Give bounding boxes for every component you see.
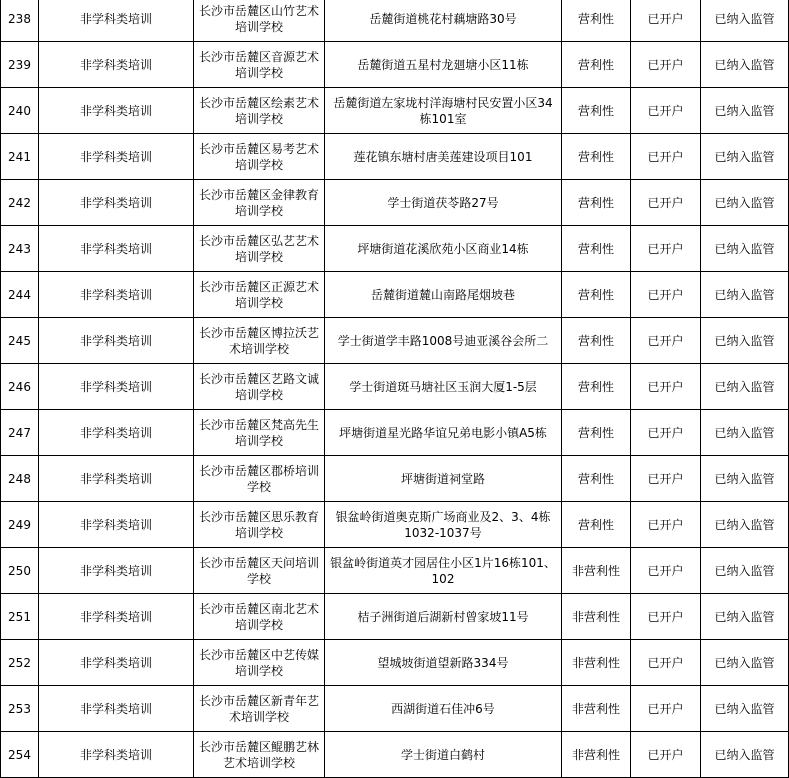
supervision-status-cell: 已纳入监管 — [701, 42, 789, 88]
row-number: 254 — [1, 732, 39, 778]
table-row — [1, 0, 789, 42]
address-cell: 莲花镇东塘村唐美莲建设项目101 — [325, 134, 562, 180]
account-status-cell: 已开户 — [631, 548, 701, 594]
account-status-cell: 已开户 — [631, 134, 701, 180]
supervision-status-cell: 已纳入监管 — [701, 364, 789, 410]
category-cell: 非学科类培训 — [39, 180, 194, 226]
account-status-cell: 已开户 — [631, 318, 701, 364]
address-cell: 西湖街道石佳冲6号 — [325, 686, 562, 732]
account-status-cell: 已开户 — [631, 180, 701, 226]
address-cell: 学士街道白鹤村 — [325, 732, 562, 778]
school-name-cell: 长沙市岳麓区南北艺术培训学校 — [194, 594, 325, 640]
table-row — [1, 226, 789, 272]
address-cell: 桔子洲街道后湖新村曾家坡11号 — [325, 594, 562, 640]
nature-cell: 非营利性 — [562, 548, 631, 594]
account-status-cell: 已开户 — [631, 226, 701, 272]
account-status-cell: 已开户 — [631, 88, 701, 134]
nature-cell: 非营利性 — [562, 686, 631, 732]
account-status-cell: 已开户 — [631, 686, 701, 732]
nature-cell: 营利性 — [562, 318, 631, 364]
category-cell: 非学科类培训 — [39, 272, 194, 318]
nature-cell: 营利性 — [562, 226, 631, 272]
supervision-status-cell: 已纳入监管 — [701, 456, 789, 502]
supervision-status-cell: 已纳入监管 — [701, 0, 789, 42]
category-cell: 非学科类培训 — [39, 42, 194, 88]
supervision-status-cell: 已纳入监管 — [701, 410, 789, 456]
address-cell: 岳麓街道五星村龙廻塘小区11栋 — [325, 42, 562, 88]
supervision-status-cell: 已纳入监管 — [701, 134, 789, 180]
account-status-cell: 已开户 — [631, 0, 701, 42]
supervision-status-cell: 已纳入监管 — [701, 502, 789, 548]
school-name-cell: 长沙市岳麓区正源艺术培训学校 — [194, 272, 325, 318]
nature-cell: 非营利性 — [562, 640, 631, 686]
account-status-cell: 已开户 — [631, 410, 701, 456]
supervision-status-cell: 已纳入监管 — [701, 88, 789, 134]
row-number: 243 — [1, 226, 39, 272]
address-cell: 银盆岭街道英才园居住小区1片16栋101、102 — [325, 548, 562, 594]
row-number: 249 — [1, 502, 39, 548]
table-row — [1, 42, 789, 88]
nature-cell: 营利性 — [562, 456, 631, 502]
school-name-cell: 长沙市岳麓区郡桥培训学校 — [194, 456, 325, 502]
nature-cell: 营利性 — [562, 42, 631, 88]
nature-cell: 营利性 — [562, 272, 631, 318]
category-cell: 非学科类培训 — [39, 318, 194, 364]
table-row — [1, 272, 789, 318]
category-cell: 非学科类培训 — [39, 502, 194, 548]
table-row — [1, 640, 789, 686]
supervision-status-cell: 已纳入监管 — [701, 548, 789, 594]
table-row — [1, 456, 789, 502]
row-number: 248 — [1, 456, 39, 502]
address-cell: 岳麓街道左家垅村洋海塘村民安置小区34栋101室 — [325, 88, 562, 134]
row-number: 245 — [1, 318, 39, 364]
school-name-cell: 长沙市岳麓区中艺传媒培训学校 — [194, 640, 325, 686]
category-cell: 非学科类培训 — [39, 364, 194, 410]
category-cell: 非学科类培训 — [39, 686, 194, 732]
supervision-status-cell: 已纳入监管 — [701, 594, 789, 640]
category-cell: 非学科类培训 — [39, 0, 194, 42]
row-number: 250 — [1, 548, 39, 594]
school-name-cell: 长沙市岳麓区梵高先生培训学校 — [194, 410, 325, 456]
school-name-cell: 长沙市岳麓区艺路文诚培训学校 — [194, 364, 325, 410]
supervision-status-cell: 已纳入监管 — [701, 272, 789, 318]
account-status-cell: 已开户 — [631, 640, 701, 686]
address-cell: 岳麓街道桃花村藕塘路30号 — [325, 0, 562, 42]
supervision-status-cell: 已纳入监管 — [701, 640, 789, 686]
nature-cell: 营利性 — [562, 502, 631, 548]
row-number: 244 — [1, 272, 39, 318]
category-cell: 非学科类培训 — [39, 594, 194, 640]
row-number: 252 — [1, 640, 39, 686]
table-row — [1, 686, 789, 732]
category-cell: 非学科类培训 — [39, 134, 194, 180]
school-name-cell: 长沙市岳麓区绘素艺术培训学校 — [194, 88, 325, 134]
school-name-cell: 长沙市岳麓区金律教育培训学校 — [194, 180, 325, 226]
address-cell: 学士街道斑马塘社区玉润大厦1-5层 — [325, 364, 562, 410]
nature-cell: 营利性 — [562, 364, 631, 410]
table-row — [1, 134, 789, 180]
category-cell: 非学科类培训 — [39, 88, 194, 134]
supervision-status-cell: 已纳入监管 — [701, 318, 789, 364]
table-body — [1, 0, 789, 778]
category-cell: 非学科类培训 — [39, 410, 194, 456]
table-row — [1, 88, 789, 134]
row-number: 251 — [1, 594, 39, 640]
account-status-cell: 已开户 — [631, 364, 701, 410]
nature-cell: 非营利性 — [562, 594, 631, 640]
account-status-cell: 已开户 — [631, 594, 701, 640]
school-name-cell: 长沙市岳麓区博拉沃艺术培训学校 — [194, 318, 325, 364]
school-name-cell: 长沙市岳麓区音源艺术培训学校 — [194, 42, 325, 88]
nature-cell: 营利性 — [562, 134, 631, 180]
table-row — [1, 410, 789, 456]
table-row — [1, 732, 789, 778]
supervision-status-cell: 已纳入监管 — [701, 226, 789, 272]
row-number: 246 — [1, 364, 39, 410]
nature-cell: 营利性 — [562, 180, 631, 226]
row-number: 241 — [1, 134, 39, 180]
school-name-cell: 长沙市岳麓区易考艺术培训学校 — [194, 134, 325, 180]
nature-cell: 营利性 — [562, 410, 631, 456]
account-status-cell: 已开户 — [631, 502, 701, 548]
account-status-cell: 已开户 — [631, 456, 701, 502]
supervision-status-cell: 已纳入监管 — [701, 180, 789, 226]
table-row — [1, 364, 789, 410]
account-status-cell: 已开户 — [631, 272, 701, 318]
category-cell: 非学科类培训 — [39, 732, 194, 778]
nature-cell: 营利性 — [562, 0, 631, 42]
account-status-cell: 已开户 — [631, 732, 701, 778]
supervision-status-cell: 已纳入监管 — [701, 732, 789, 778]
supervision-status-cell: 已纳入监管 — [701, 686, 789, 732]
nature-cell: 营利性 — [562, 88, 631, 134]
row-number: 238 — [1, 0, 39, 42]
address-cell: 坪塘街道花溪欣苑小区商业14栋 — [325, 226, 562, 272]
category-cell: 非学科类培训 — [39, 548, 194, 594]
school-name-cell: 长沙市岳麓区鲲鹏艺林艺术培训学校 — [194, 732, 325, 778]
row-number: 247 — [1, 410, 39, 456]
address-cell: 岳麓街道麓山南路尾烟坡巷 — [325, 272, 562, 318]
school-name-cell: 长沙市岳麓区山竹艺术培训学校 — [194, 0, 325, 42]
category-cell: 非学科类培训 — [39, 456, 194, 502]
address-cell: 学士街道学丰路1008号迪亚溪谷会所二 — [325, 318, 562, 364]
school-name-cell: 长沙市岳麓区新青年艺术培训学校 — [194, 686, 325, 732]
nature-cell: 非营利性 — [562, 732, 631, 778]
row-number: 253 — [1, 686, 39, 732]
table-row — [1, 548, 789, 594]
category-cell: 非学科类培训 — [39, 226, 194, 272]
category-cell: 非学科类培训 — [39, 640, 194, 686]
table-row — [1, 502, 789, 548]
row-number: 239 — [1, 42, 39, 88]
account-status-cell: 已开户 — [631, 42, 701, 88]
table-row — [1, 180, 789, 226]
school-name-cell: 长沙市岳麓区思乐教育培训学校 — [194, 502, 325, 548]
address-cell: 坪塘街道星光路华谊兄弟电影小镇A5栋 — [325, 410, 562, 456]
address-cell: 银盆岭街道奥克斯广场商业及2、3、4栋1032-1037号 — [325, 502, 562, 548]
school-name-cell: 长沙市岳麓区弘艺艺术培训学校 — [194, 226, 325, 272]
table-row — [1, 594, 789, 640]
school-name-cell: 长沙市岳麓区天问培训学校 — [194, 548, 325, 594]
address-cell: 坪塘街道祠堂路 — [325, 456, 562, 502]
address-cell: 学士街道茯苓路27号 — [325, 180, 562, 226]
table-row — [1, 318, 789, 364]
row-number: 240 — [1, 88, 39, 134]
row-number: 242 — [1, 180, 39, 226]
address-cell: 望城坡街道望新路334号 — [325, 640, 562, 686]
